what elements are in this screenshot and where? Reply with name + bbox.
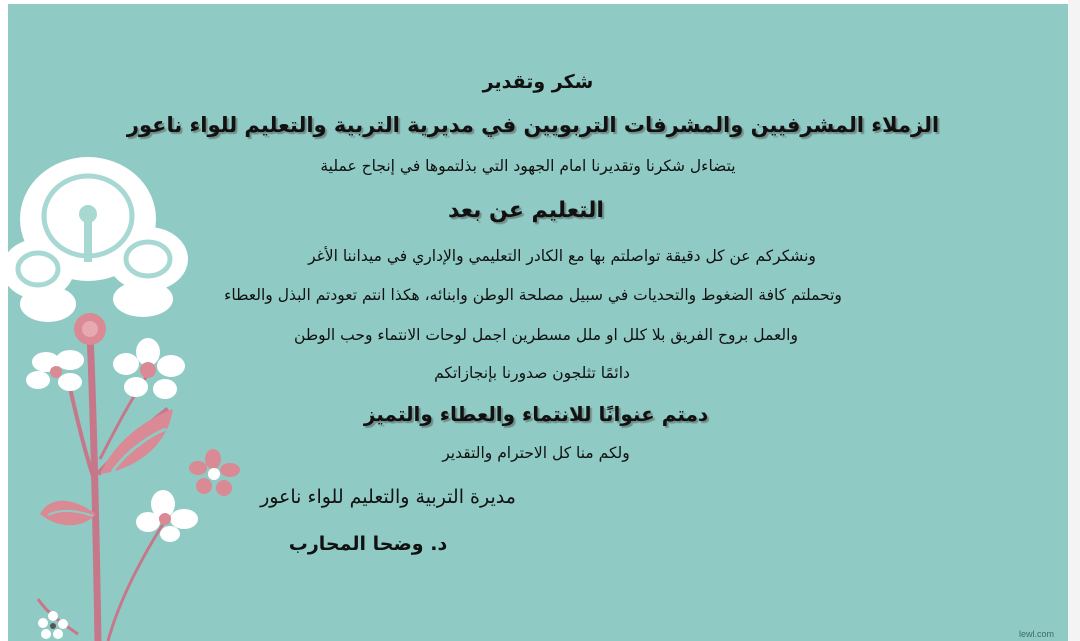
heading-thanks: شكر وتقدير [482, 71, 594, 93]
signatory-name: د. وضحا المحارب [288, 533, 448, 555]
body-line-1: يتضاءل شكرنا وتقديرنا امام الجهود التي بذلتموها في إنجاح عملية [320, 157, 736, 175]
recipients-line: الزملاء المشرفيين والمشرفات التربويين في مديرية التربية والتعليم للواء ناعور [126, 113, 940, 137]
right-edge [1068, 0, 1080, 641]
closing-slogan: دمتم عنوانًا للانتماء والعطاء والتميز [363, 402, 709, 426]
body-line-2: ونشكركم عن كل دقيقة تواصلتم بها مع الكادر التعليمي والإداري في ميداننا الأغر [308, 247, 816, 265]
greeting-card [8, 4, 1068, 641]
remote-learning-title: التعليم عن بعد [448, 198, 604, 223]
body-line-5: دائمًا تثلجون صدورنا بإنجازاتكم [434, 364, 630, 382]
director-title: مديرة التربية والتعليم للواء ناعور [260, 486, 516, 508]
source-credit: lewl.com [1018, 629, 1054, 639]
body-line-4: والعمل بروح الفريق بلا كلل او ملل مسطرين اجمل لوحات الانتماء وحب الوطن [294, 326, 798, 344]
respect-line: ولكم منا كل الاحترام والتقدير [442, 444, 630, 462]
body-line-3: وتحملتم كافة الضغوط والتحديات في سبيل مصلحة الوطن وابنائه، هكذا انتم تعودتم البذل والعطاء [224, 286, 842, 304]
